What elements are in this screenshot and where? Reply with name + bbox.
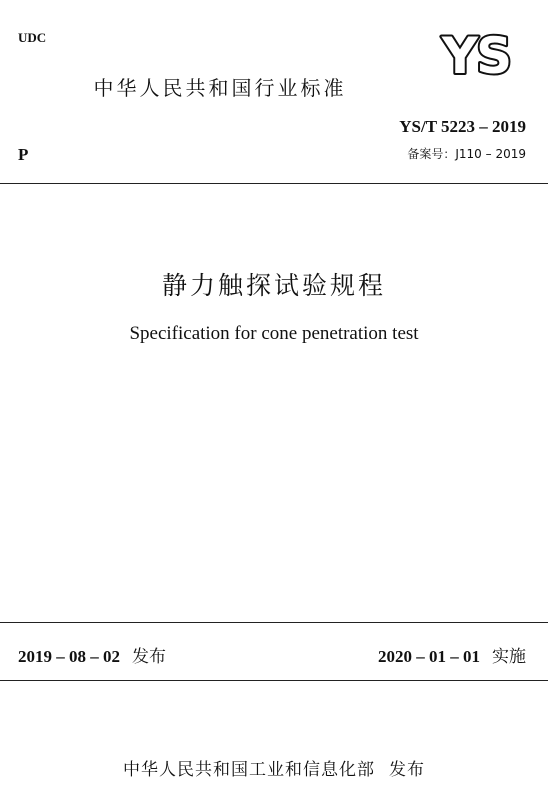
implement-date-block	[378, 642, 526, 667]
issue-date-block	[18, 642, 166, 667]
publisher-action: 发布	[389, 760, 425, 780]
title-english: Specification for cone penetration test	[129, 323, 419, 344]
udc-label: UDC	[18, 30, 47, 45]
top-divider	[0, 183, 548, 184]
footer-divider	[0, 680, 548, 681]
classification-code: P	[18, 145, 29, 164]
standard-number: YS/T 5223 – 2019	[399, 117, 526, 136]
record-number	[407, 145, 526, 162]
record-value: J110 – 2019	[455, 147, 526, 161]
issue-date: 2019 – 08 – 02	[18, 647, 120, 666]
issue-label: 发布	[132, 647, 166, 667]
publisher-name: 中华人民共和国工业和信息化部	[123, 760, 375, 780]
bottom-divider	[0, 622, 548, 623]
title-chinese: 静力触探试验规程	[161, 271, 386, 300]
record-label: 备案号：	[407, 147, 456, 161]
svg-text:YS: YS	[441, 27, 511, 84]
publisher-line	[0, 755, 548, 780]
standard-type: 中华人民共和国行业标准	[93, 76, 347, 100]
implement-date: 2020 – 01 – 01	[378, 647, 480, 666]
ys-logo	[424, 26, 528, 84]
implement-label: 实施	[492, 647, 526, 667]
